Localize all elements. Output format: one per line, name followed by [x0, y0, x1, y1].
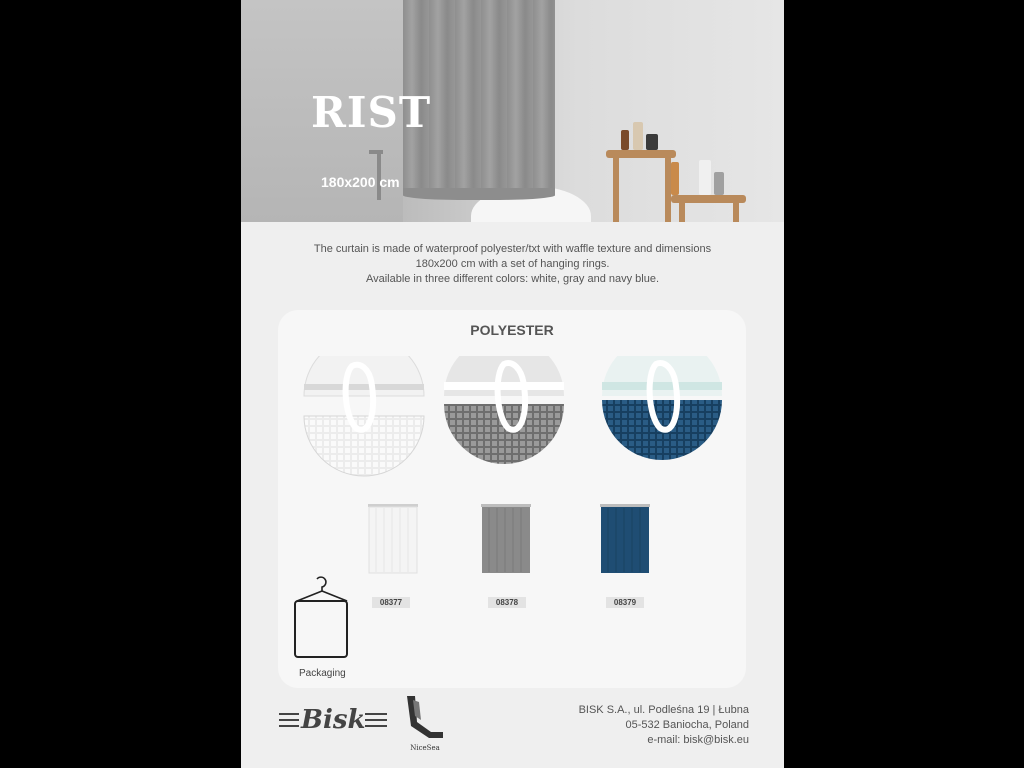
product-sheet: [241, 0, 784, 768]
svg-text:NiceSea: NiceSea: [410, 744, 440, 752]
product-code-gray: 08378: [488, 597, 526, 608]
packaging-label: Packaging: [299, 668, 346, 679]
swatch-gray: [442, 356, 566, 486]
mini-curtain-gray: [481, 504, 531, 574]
bisk-logo: [277, 700, 389, 736]
wooden-stool-small: [671, 195, 746, 203]
packaging-hanger-icon: [291, 575, 351, 660]
material-title: POLYESTER: [470, 322, 554, 338]
hero-image: [241, 0, 784, 222]
mini-curtain-navy: [600, 504, 650, 574]
nicesea-logo: [399, 692, 451, 752]
product-size: 180x200 cm: [321, 174, 400, 190]
product-code-navy: 08379: [606, 597, 644, 608]
product-title: RIST: [311, 88, 432, 137]
wooden-stool: [606, 150, 676, 158]
svg-text:Bisk: Bisk: [301, 705, 366, 735]
company-address: BISK S.A., ul. Podleśna 19 | Łubna 05-532 Baniocha, Poland e-mail: bisk@bisk.eu: [578, 704, 749, 746]
swatch-navy: [600, 356, 724, 486]
product-code-white: 08377: [372, 597, 410, 608]
variants-panel: [278, 310, 746, 688]
mini-curtain-white: [368, 504, 418, 574]
product-description: The curtain is made of waterproof polyester/txt with waffle texture and dimensions 180x200 cm with a set of hanging rings. Available in three different colors: white, gray and navy blue.: [313, 243, 712, 285]
swatch-white: [302, 356, 426, 486]
